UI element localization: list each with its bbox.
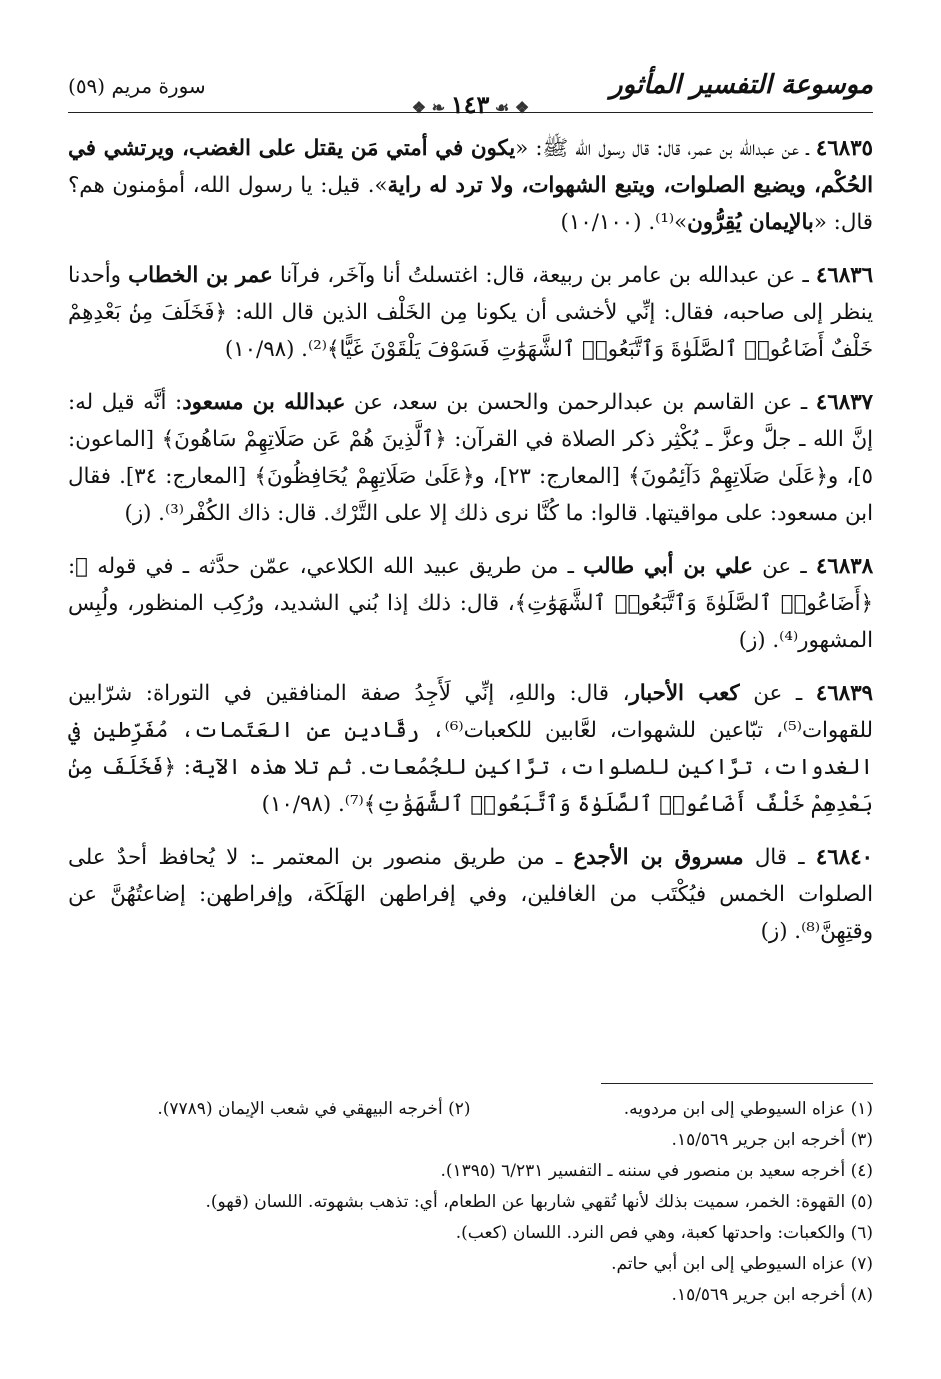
footnote-1: (١) عزاه السيوطي إلى ابن مردويه.: [623, 1099, 873, 1119]
footnote-divider: [601, 1083, 873, 1084]
entry-paragraph: [68, 384, 873, 532]
entry-text: ـ عن عبدالله بن عامر بن ربيعة، قال: اغتسلتُ أنا وآخَر، فرآنا: [272, 263, 816, 288]
entry-number: ٤٦٨٣٥: [815, 136, 873, 161]
footnote-8: (٨) أخرجه ابن جرير ١٥/٥٦٩.: [671, 1285, 873, 1305]
entry-number: ٤٦٨٣٦: [815, 263, 874, 288]
entry-text: : أنَّه قيل له: إنَّ الله ـ جلَّ وعزَّ ـ يُكْثِر ذكر الصلاة في القرآن: ﴿ٱلَّذِينَ هُمْ عَن صَلَاتِهِمْ سَاهُونَ﴾ [الماعون: ٥]، و﴿عَلَىٰ صَلَاتِهِمْ دَآئِمُونَ﴾ [المعارج: ٢٣]، و﴿عَلَىٰ صَلَاتِهِمْ يُحَافِظُونَ﴾ [المعارج: ٣٤]. فقال ابن مسعود: على مواقيتها. قالوا: ما كُنَّا نرى ذلك إلا على التَّرْك. قال: ذاك الكُفْر⁽³⁾. (ز): [68, 390, 873, 526]
ornament-icon: ☙ ❖: [489, 98, 530, 117]
entry-name-bold: يكون في أمتي مَن يقتل على الغضب، ويرتشي في الحُكْم، ويضيع الصلوات، ويتبع الشهوات، ولا ترد له راية: [68, 136, 874, 198]
entry-paragraph: [68, 257, 873, 368]
running-header: [68, 68, 873, 119]
entry-number: ٤٦٨٣٧: [815, 390, 873, 415]
book-title: موسوعة التفسير المأثور: [610, 70, 873, 100]
entry-name-bold: مسروق بن الأجدع: [573, 845, 744, 870]
entry-text: ـ عن: [752, 554, 816, 579]
entry-text: وأحدنا ينظر إلى صاحبه، فقال: إنِّي لأخشى أن يكونا مِن الخَلْف الذين قال الله: ﴿فَخَلَفَ مِنۢ بَعْدِهِمْ خَلْفٌ أَضَاعُوا۟ ٱلصَّلَوٰةَ وَٱتَّبَعُوا۟ ٱلشَّهَوَٰتِ فَسَوْفَ يَلْقَوْنَ غَيًّا﴾⁽²⁾. (١٠/٩٨): [68, 263, 873, 362]
entry-name-bold: عمر بن الخطاب: [128, 263, 273, 288]
entry-paragraph: [68, 548, 873, 659]
footnote-3: (٣) أخرجه ابن جرير ١٥/٥٦٩.: [671, 1130, 873, 1150]
entry-paragraph: [68, 675, 873, 823]
entry-number: ٤٦٨٤٠: [815, 845, 873, 870]
footnote-6: (٦) والكعبات: واحدتها كعبة، وهي فص النرد. اللسان (كعب).: [455, 1223, 873, 1243]
entry-name-bold: عبدالله بن مسعود: [182, 390, 346, 415]
entry-text: ـ من طريق عبيد الله الكلاعي، عمّن حدَّثه ـ في قوله ﷻ: ﴿أَضَاعُوا۟ ٱلصَّلَوٰةَ وَٱتَّبَعُوا۟ ٱلشَّهَوَٰتِ﴾، قال: ذلك إذا بُني الشديد، ورُكِب المنظور، ولُبِس المشهور⁽⁴⁾. (ز): [68, 554, 873, 653]
entry-name-bold: بالإيمان يُقِرُّون: [687, 210, 814, 235]
entry-text: ـ من طريق منصور بن المعتمر ـ: لا يُحافظ أحدٌ على الصلوات الخمس فيُكْتَب من الغافلين، وفي إفراطهن الهَلَكَة، وإفراطهن: إضاعتُهُنَّ عن وقتِهِنَّ⁽⁸⁾. (ز): [68, 845, 873, 944]
footnote-4: (٤) أخرجه سعيد بن منصور في سننه ـ التفسير ٦/٢٣١ (١٣٩٥).: [440, 1161, 873, 1181]
footnote-5: (٥) القهوة: الخمر، سميت بذلك لأنها تُقهي شاربها عن الطعام، أي: تذهب بشهوته. اللسان (قهو).: [205, 1192, 873, 1212]
entry-number: ٤٦٨٣٩: [815, 681, 873, 706]
entry-text: ـ عن القاسم بن عبدالرحمن والحسن بن سعد، عن: [345, 390, 816, 415]
entry-text: »⁽¹⁾. (١٠/١٠٠): [560, 210, 688, 235]
footnote-7: (٧) عزاه السيوطي إلى ابن أبي حاتم.: [611, 1254, 873, 1274]
footnotes: [68, 1094, 873, 1311]
entry-text: ـ عن: [739, 681, 816, 706]
entry-paragraph: [68, 130, 873, 241]
entry-text: ، قال: واللهِ، إنِّي لَأَجِدُ صفة المنافقين في التوراة: شرّابين للقهوات⁽⁵⁾، تبّاعين للشهوات، لعَّابين للكعبات⁽⁶⁾، رقَّادين عن العَتَمات، مُفَرِّطين في الغدوات، ترَّاكين للصلوات، ترَّاكين للجُمُعات. ثم تلا هذه الآية: ﴿فَخَلَفَ مِنۢ بَعْدِهِمْ خَلْفٌ أَضَاعُوا۟ ٱلصَّلَوٰةَ وَٱتَّبَعُوا۟ ٱلشَّهَوَٰتِ﴾⁽⁷⁾. (١٠/٩٨): [68, 681, 874, 817]
entry-number: ٤٦٨٣٨: [815, 554, 874, 579]
footnote-row: [68, 1094, 873, 1125]
ornament-icon: ❖ ❧: [411, 98, 451, 117]
entry-name-bold: علي بن أبي طالب: [583, 554, 753, 579]
footnote-2: (٢) أخرجه البيهقي في شعب الإيمان (٧٧٨٩).: [157, 1099, 471, 1119]
surah-label: سورة مريم (٥٩): [68, 74, 206, 98]
entry-paragraph: [68, 839, 873, 950]
main-text: [68, 130, 873, 966]
entry-text: ». قيل: يا رسول الله، أمؤمنون هم؟ قال: «: [68, 173, 873, 235]
entry-text: ـ قال: [743, 845, 816, 870]
entry-text: ـ عن عبدالله بن عمر، قال: قال رسول الله ﷺ: «: [515, 136, 816, 161]
entry-name-bold: كعب الأحبار: [629, 681, 740, 706]
page-number: ١٤٣: [450, 90, 490, 119]
